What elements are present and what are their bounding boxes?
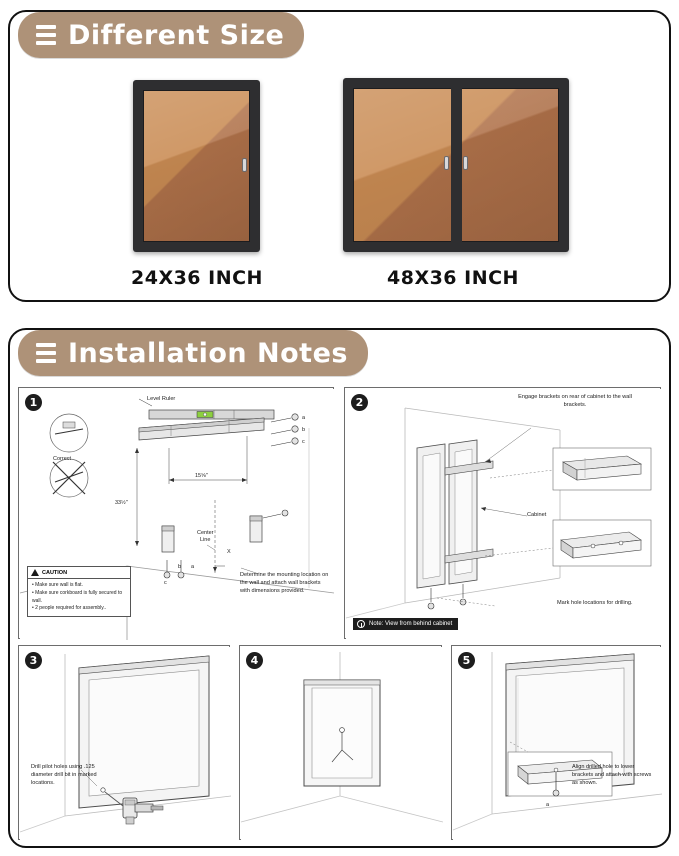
caution-item: • Make sure wall is flat. — [32, 582, 83, 588]
install-step-3 — [18, 645, 230, 840]
menu-bars-icon — [36, 25, 56, 45]
caution-item: • 2 people required for assembly.. — [32, 605, 107, 612]
cabinet-label: Cabinet — [527, 512, 547, 518]
svg-text:c: c — [302, 439, 305, 445]
install-step-4 — [239, 645, 442, 840]
size-label-48x36: 48X36 INCH — [387, 267, 519, 289]
view-note-bar — [353, 618, 458, 630]
size-label-24x36: 24X36 INCH — [131, 267, 263, 289]
step-number-badge: 2 — [351, 394, 368, 411]
caution-items — [28, 579, 130, 616]
svg-text:c: c — [164, 580, 167, 586]
step-4-diagram — [240, 646, 443, 841]
step-2-right-caption: Mark hole locations for drilling. — [557, 600, 633, 606]
installation-notes-title: Installation Notes — [68, 337, 348, 369]
caution-box — [27, 566, 131, 617]
step-number-badge: 4 — [246, 652, 263, 669]
door-divider — [451, 86, 462, 244]
installation-notes-header — [18, 330, 368, 376]
cork-surface — [143, 90, 250, 242]
install-step-1: 1 a b c Correct 15⅝" 33½" c b a Center Line X Determine the mounting location on the wall and attach wall brackets with dimensions provided. CAUTION • Make sure wall is flat. • Make sure corkboard is fully secured to wall. • 2 people required for assembly.. Level Ruler — [18, 387, 334, 639]
different-size-title: Different Size — [68, 19, 285, 51]
level-ruler-label: Level Ruler — [147, 396, 176, 402]
step-5-diagram — [452, 646, 662, 841]
step-2-top-caption: Engage brackets on rear of cabinet to the wall brackets. — [518, 394, 632, 408]
svg-text:a: a — [302, 415, 306, 421]
svg-text:Line: Line — [200, 537, 211, 543]
lock-icon — [242, 158, 247, 172]
warning-triangle-icon — [31, 569, 39, 576]
install-step-5 — [451, 645, 661, 840]
svg-text:33½": 33½" — [115, 500, 128, 506]
svg-text:b: b — [302, 427, 306, 433]
svg-text:X: X — [227, 549, 231, 555]
product-image-48x36 — [343, 78, 569, 252]
step-3-caption: Drill pilot holes using .125 diameter drill bit in marked locations. — [31, 764, 97, 786]
step-number-badge: 3 — [25, 652, 42, 669]
menu-bars-icon — [36, 343, 56, 363]
step-number-badge: 1 — [25, 394, 42, 411]
lock-icon-left — [444, 156, 449, 170]
svg-text:15⅝": 15⅝" — [195, 473, 208, 479]
svg-text:Center: Center — [197, 530, 214, 536]
svg-text:Correct: Correct — [53, 456, 72, 462]
product-image-24x36 — [133, 80, 260, 252]
svg-text:a: a — [546, 802, 550, 808]
view-note-text: Note: View from behind cabinet — [369, 621, 453, 627]
svg-text:b: b — [178, 564, 182, 570]
install-step-2 — [344, 387, 661, 639]
caution-heading: CAUTION — [42, 569, 68, 576]
different-size-header — [18, 12, 304, 58]
step-5-caption: Align drilled hole to lower brackets and attach with screws as shown. — [572, 764, 652, 786]
info-icon — [357, 620, 365, 628]
caution-heading-row — [28, 567, 130, 579]
caution-item: • Make sure corkboard is fully secured to wall. — [32, 589, 123, 604]
step-3-diagram — [19, 646, 231, 841]
step-number-badge: 5 — [458, 652, 475, 669]
glass-reflection — [144, 91, 249, 241]
lock-icon-right — [463, 156, 468, 170]
svg-text:a: a — [191, 564, 195, 570]
